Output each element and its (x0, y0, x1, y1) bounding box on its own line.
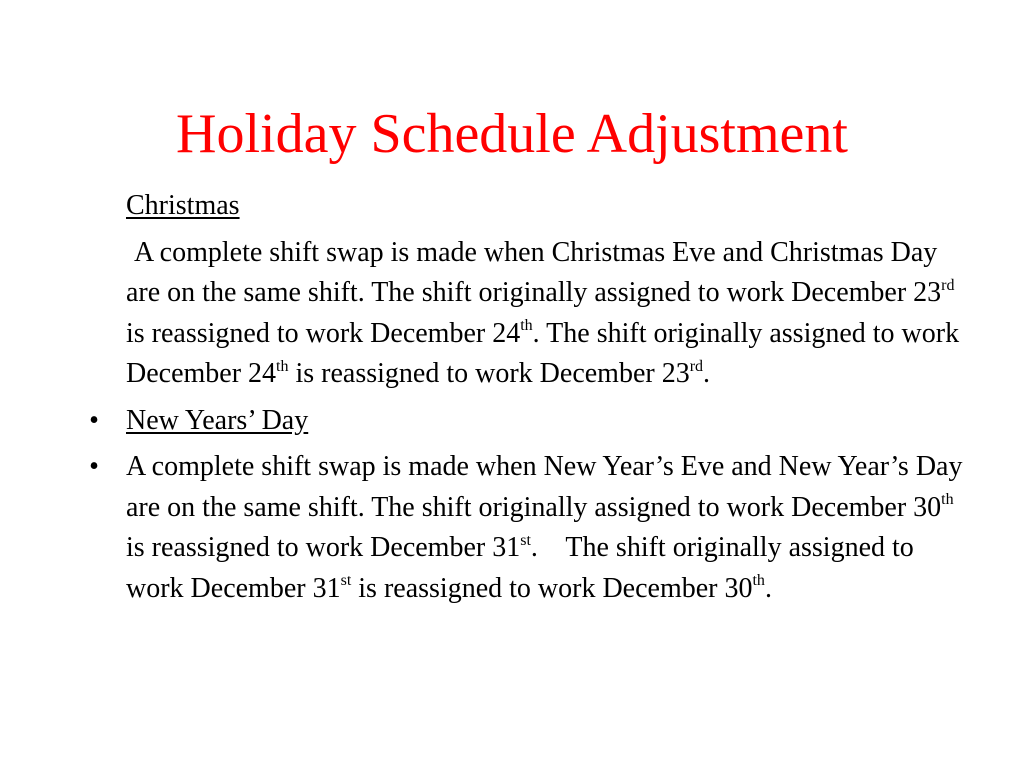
new-years-paragraph (84, 447, 964, 609)
new-years-sup-4: th (752, 572, 765, 590)
christmas-text-4: is reassigned to work December 23 (288, 358, 690, 389)
christmas-paragraph (84, 233, 964, 395)
new-years-text-1: A complete shift swap is made when New Year’s Eve and New Year’s Day are on the same shift. The shift originally assigned to work December 30 (126, 451, 963, 523)
christmas-sup-1: rd (941, 276, 955, 294)
slide-content (84, 186, 964, 615)
new-years-sup-1: th (941, 491, 954, 509)
new-years-sup-2: st (520, 531, 531, 549)
christmas-text-1: A complete shift swap is made when Christmas Eve and Christmas Day are on the same shift. The shift originally assigned to work December 23 (126, 236, 942, 308)
christmas-sup-4: rd (689, 357, 704, 375)
christmas-sup-3: th (276, 357, 289, 375)
slide-title: Holiday Schedule Adjustment (176, 103, 848, 165)
new-years-text-5: . (764, 572, 772, 604)
new-years-sup-3: st (340, 572, 352, 590)
christmas-text-2: is reassigned to work December 24 (126, 317, 521, 349)
bullet-icon: • (89, 404, 99, 436)
new-years-text-2: is reassigned to work December 31 (126, 532, 521, 563)
christmas-sup-2: th (520, 317, 533, 335)
bullet-icon: • (89, 451, 99, 482)
christmas-heading: Christmas (126, 190, 240, 221)
christmas-heading-item (84, 186, 964, 227)
new-years-text-4: is reassigned to work December 30 (351, 572, 753, 604)
new-years-heading-item (84, 401, 964, 442)
new-years-text-3: . The shift originally assigned to work December 31 (126, 532, 921, 604)
christmas-text-5: . (703, 358, 711, 389)
new-years-heading: New Years’ Day (126, 404, 309, 436)
christmas-text-3: . The shift originally assigned to work December 24 (126, 317, 960, 389)
